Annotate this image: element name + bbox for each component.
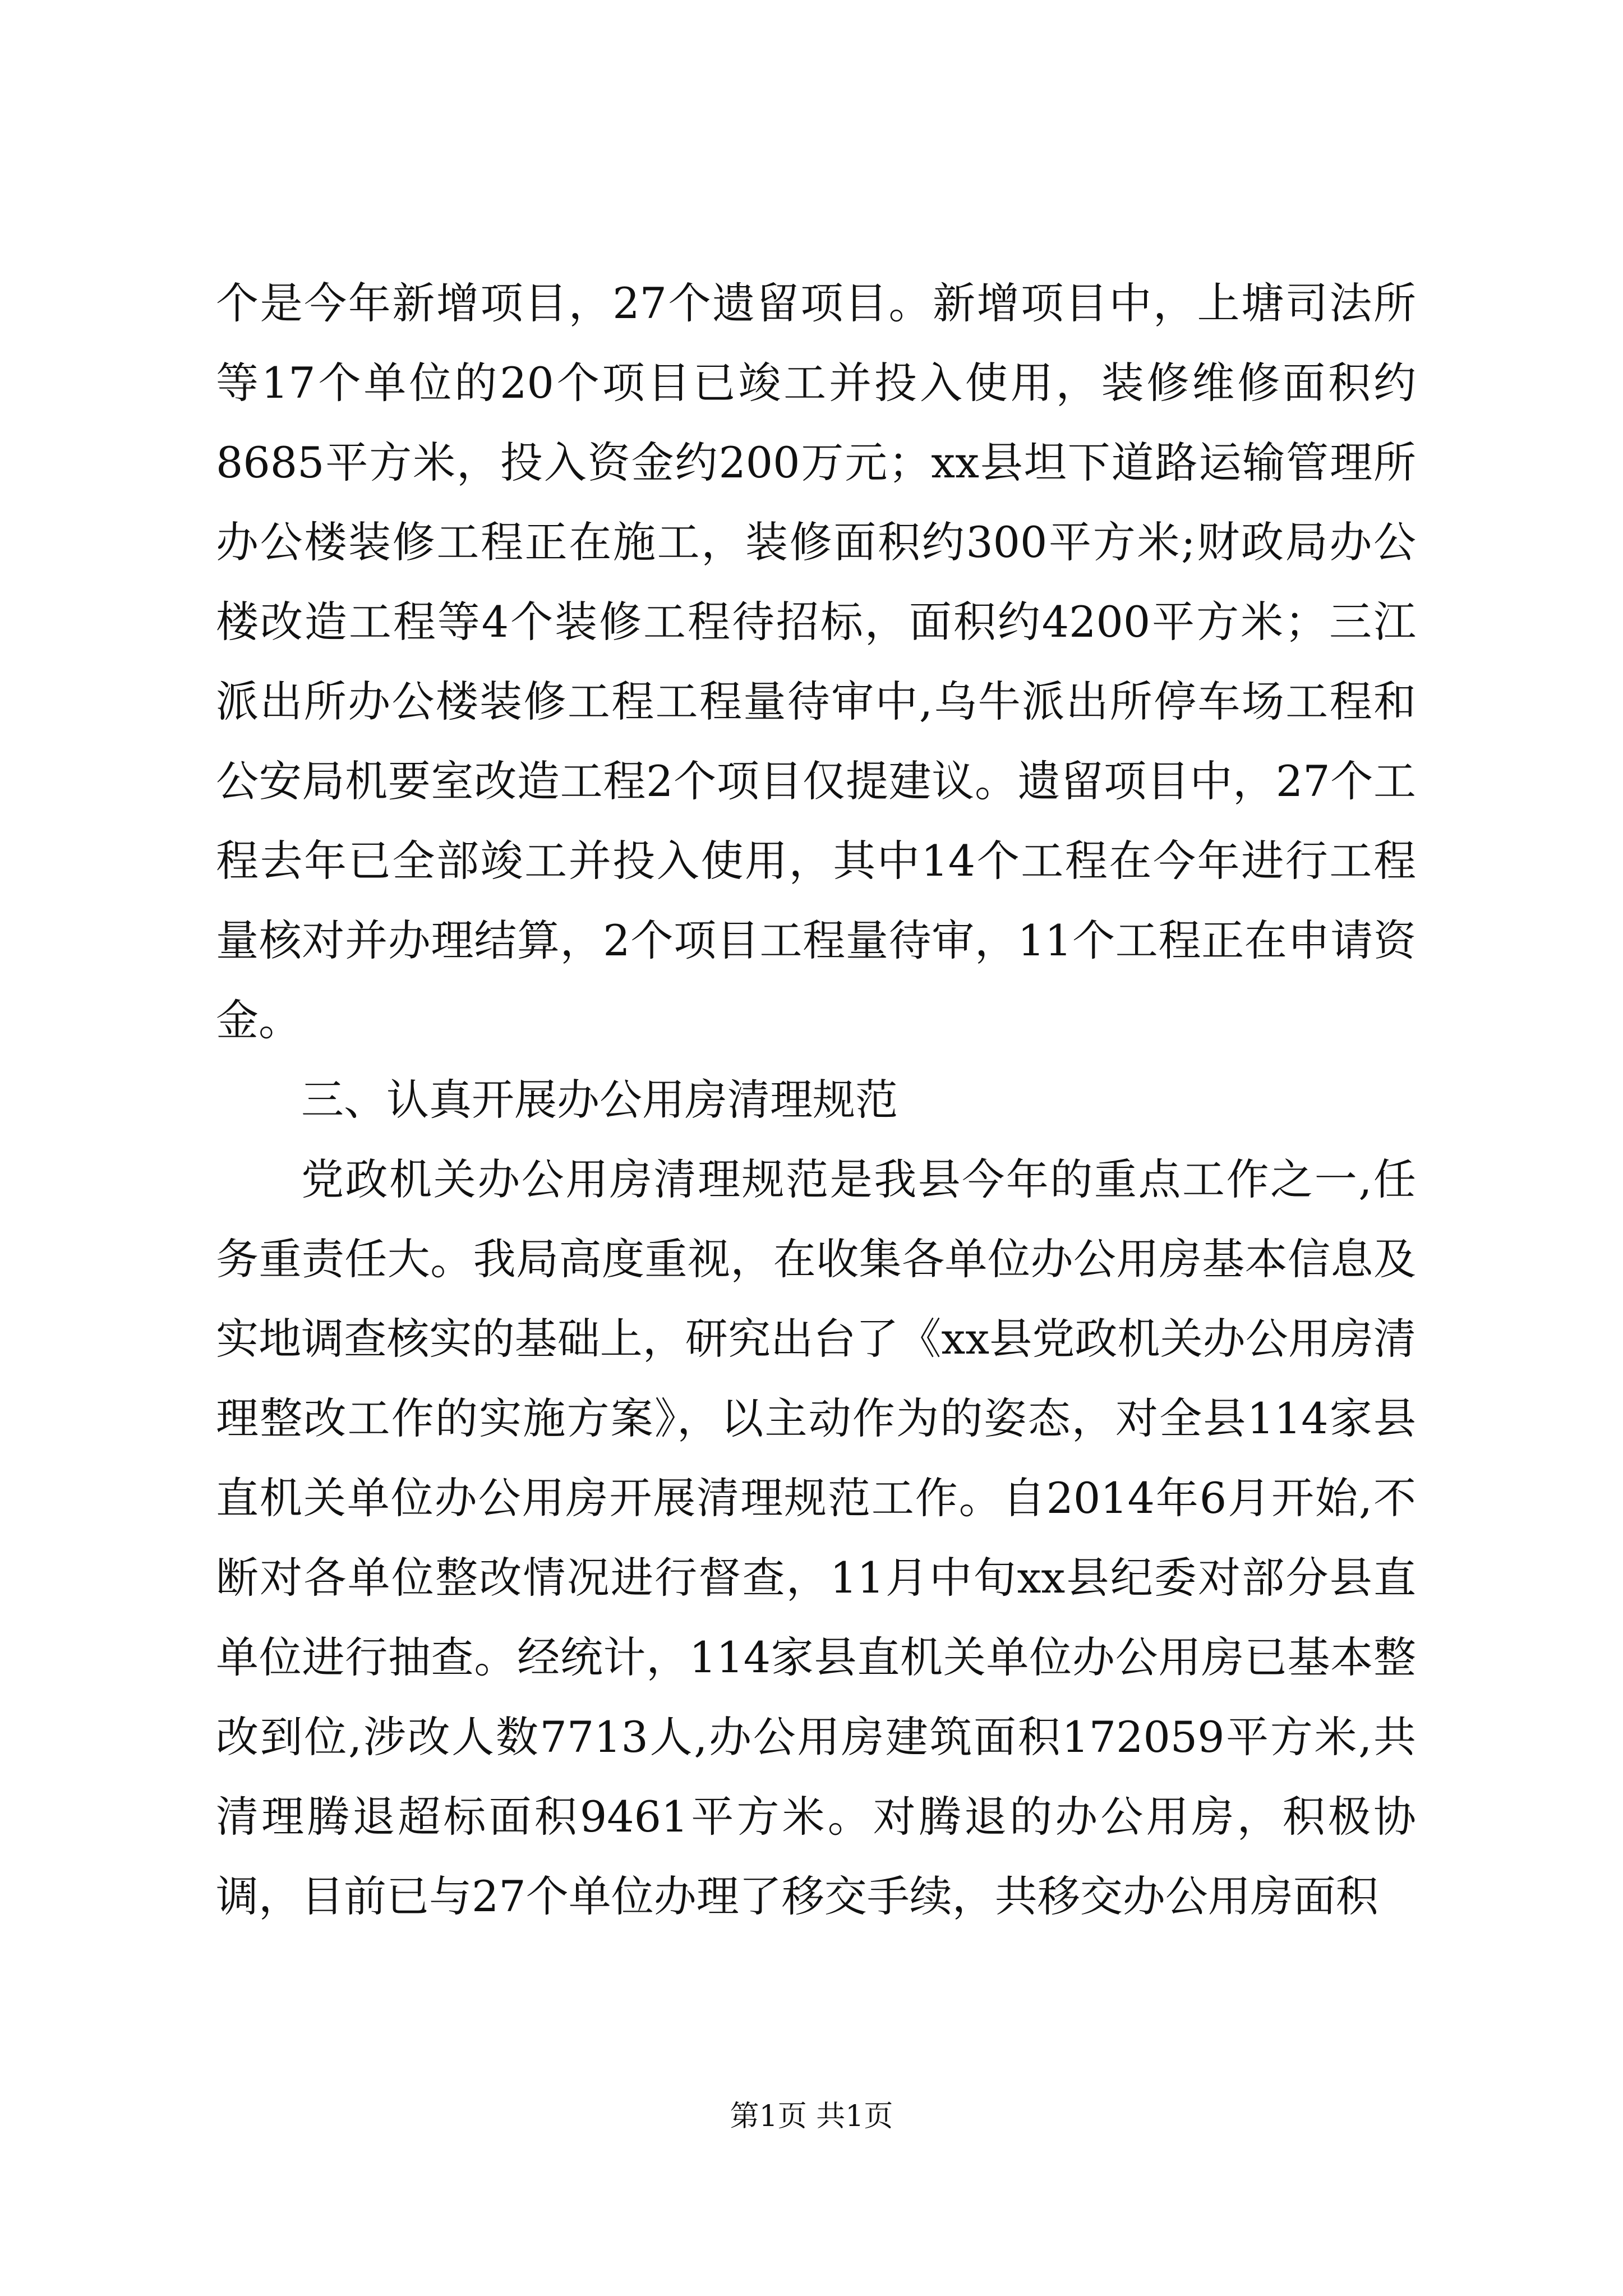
paragraph-project-summary: 个是今年新增项目，27个遗留项目。新增项目中，上塘司法所等17个单位的20个项目已竣工并投入使用，装修维修面积约8685平方米，投入资金约200万元；xx县坦下道路运输管理所办公楼装修工程正在施工，装修面积约300平方米;财政局办公楼改造工程等4个装修工程待招标，面积约4200平方米；三江派出所办公楼装修工程工程量待审中,乌牛派出所停车场工程和公安局机要室改造工程2个项目仅提建议。遗留项目中，27个工程去年已全部竣工并投入使用，其中14个工程在今年进行工程量核对并办理结算，2个项目工程量待审，11个工程正在申请资金。 (216, 278, 1416, 1045)
paragraph-office-cleanup: 党政机关办公用房清理规范是我县今年的重点工作之一,任务重责任大。我局高度重视，在收集各单位办公用房基本信息及实地调查核实的基础上，研究出台了《xx县党政机关办公用房清理整改工作的实施方案》，以主动作为的姿态，对全县114家县直机关单位办公用房开展清理规范工作。自2014年6月开始,不断对各单位整改情况进行督查，11月中旬xx县纪委对部分县直单位进行抽查。经统计，114家县直机关单位办公用房已基本整改到位,涉改人数7713人,办公用房建筑面积172059平方米,共清理腾退超标面积9461平方米。对腾退的办公用房，积极协调，目前已与27个单位办理了移交手续，共移交办公用房面积 (216, 1154, 1416, 1921)
page-footer: 第1页 共1页 (730, 2100, 893, 2133)
document-body (216, 264, 1416, 1936)
section-heading: 三、认真开展办公用房清理规范 (301, 1075, 898, 1125)
